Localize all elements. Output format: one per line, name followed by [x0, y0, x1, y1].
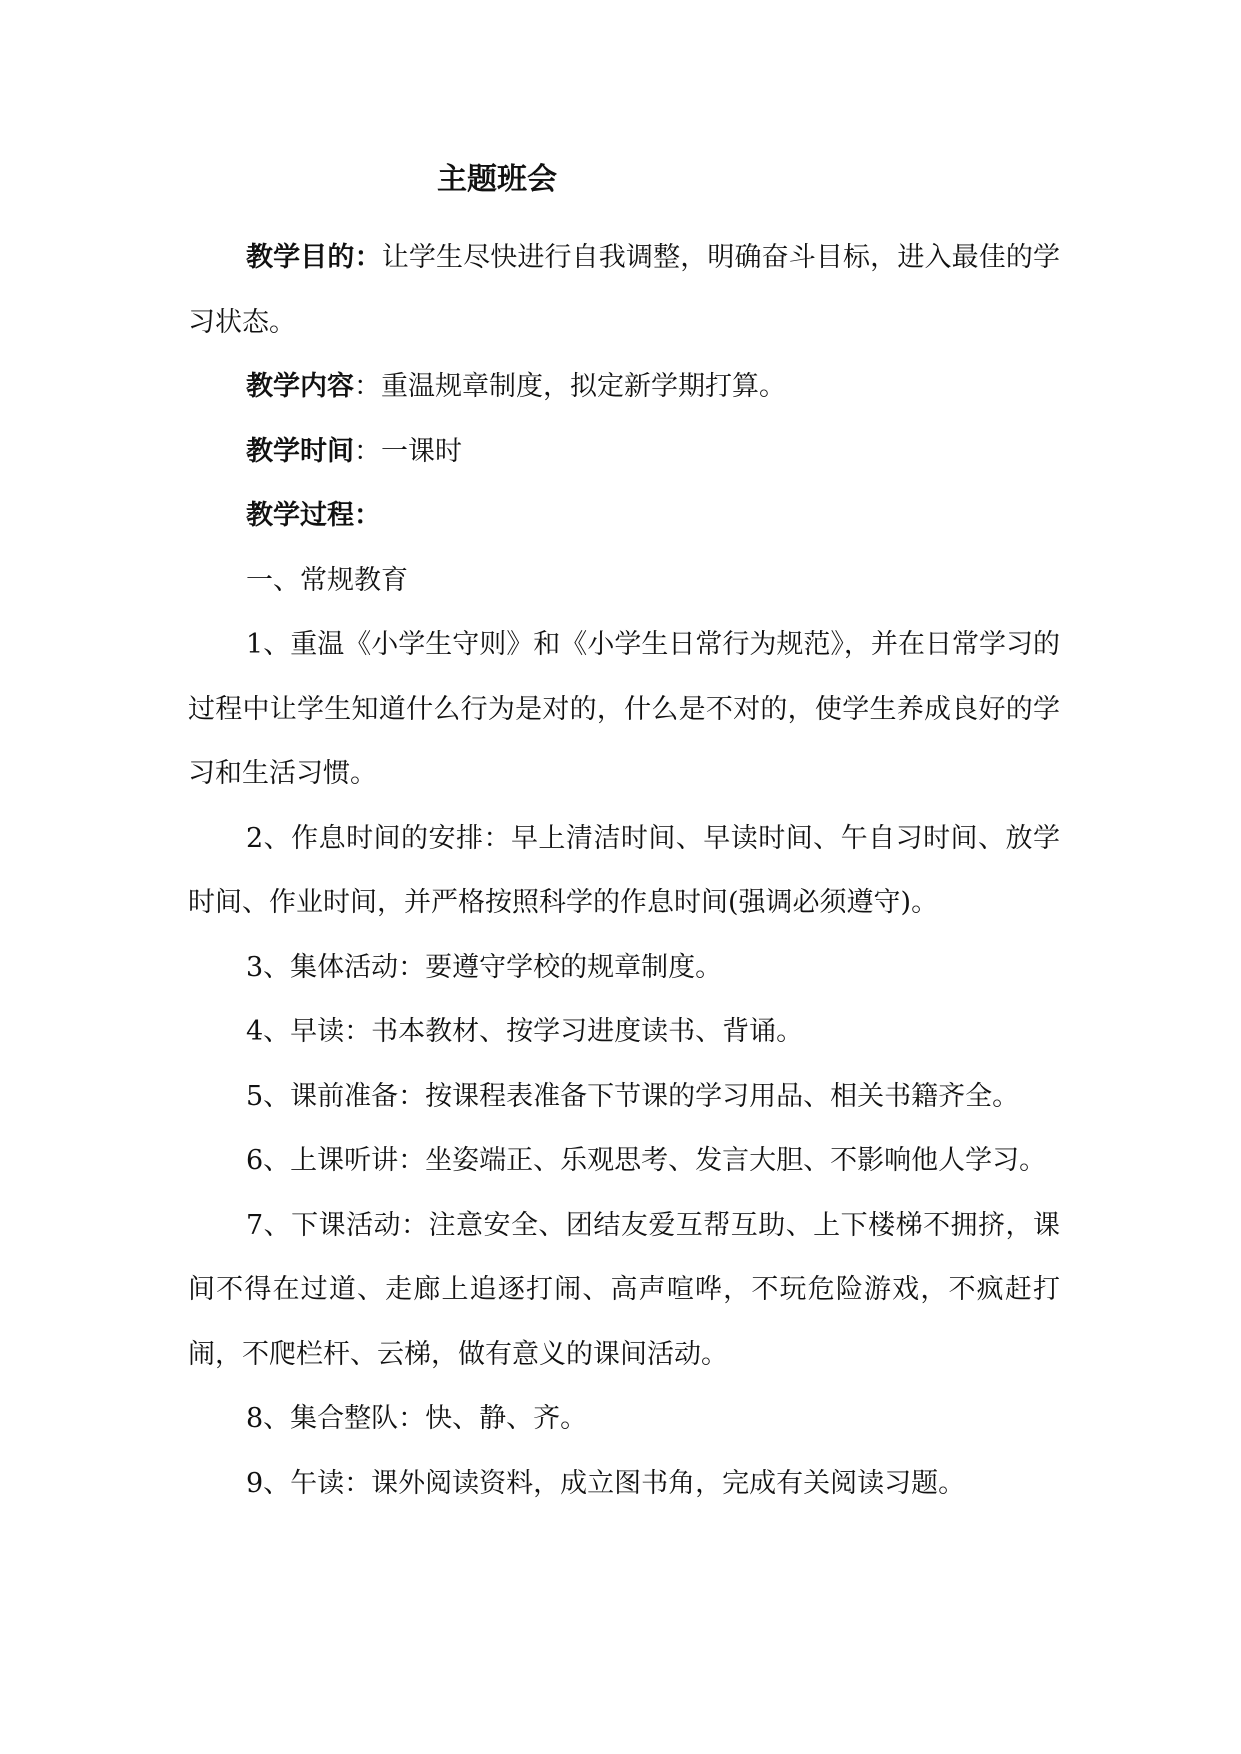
list-item: 3、集体活动：要遵守学校的规章制度。 [246, 951, 723, 983]
objective-label: 教学目的 [246, 242, 355, 273]
list-item: 6、上课听讲：坐姿端正、乐观思考、发言大胆、不影响他人学习。 [246, 1145, 1047, 1176]
time-separator: ： [354, 435, 381, 467]
content-paragraph [188, 355, 1060, 420]
list-item: 1、重温《小学生守则》和《小学生日常行为规范》，并在日常学习的过程中让学生知道什么行为是对的，什么是不对的，使学生养成良好的学习和生活习惯。 [188, 629, 1060, 789]
content-label: 教学内容 [246, 371, 354, 402]
objective-paragraph [188, 226, 1060, 355]
page-title: 主题班会 [437, 162, 557, 197]
list-item: 4、早读：书本教材、按学习进度读书、背诵。 [246, 1016, 804, 1047]
objective-separator: ： [354, 242, 382, 273]
process-paragraph [188, 484, 1060, 549]
list-item: 7、下课活动：注意安全、团结友爱互帮互助、上下楼梯不拥挤，课间不得在过道、走廊上追逐打闹、高声喧哗，不玩危险游戏，不疯赶打闹，不爬栏杆、云梯，做有意义的课间活动。 [188, 1209, 1060, 1370]
list-item: 5、课前准备：按课程表准备下节课的学习用品、相关书籍齐全。 [246, 1080, 1020, 1112]
time-text: 一课时 [381, 435, 462, 467]
process-label: 教学过程 [246, 500, 354, 531]
content-separator: ： [354, 371, 381, 402]
content-text: 重温规章制度，拟定新学期打算。 [381, 371, 786, 402]
process-separator: ： [354, 500, 381, 531]
section-heading: 一、常规教育 [246, 564, 408, 596]
time-paragraph [188, 420, 1060, 485]
list-item: 8、集合整队：快、静、齐。 [246, 1403, 588, 1434]
time-label: 教学时间 [246, 435, 354, 467]
list-item: 9、午读：课外阅读资料，成立图书角，完成有关阅读习题。 [246, 1467, 966, 1499]
document-body [188, 226, 1060, 1516]
objective-text: 让学生尽快进行自我调整，明确奋斗目标，进入最佳的学习状态。 [188, 242, 1061, 338]
list-item: 2、作息时间的安排：早上清洁时间、早读时间、午自习时间、放学时间、作业时间，并严格按照科学的作息时间(强调必须遵守)。 [188, 822, 1060, 918]
